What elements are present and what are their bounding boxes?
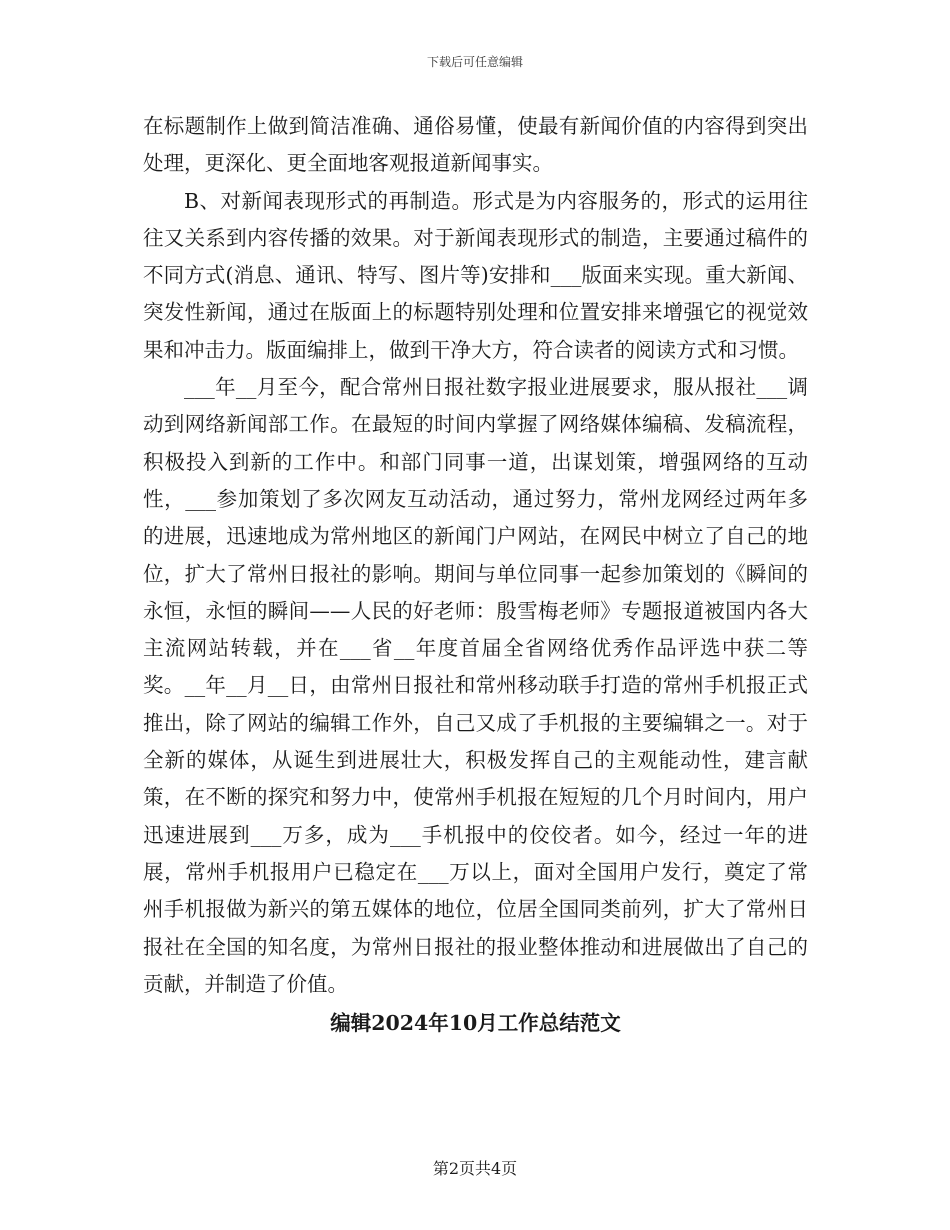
paragraph-format-redesign: B、对新闻表现形式的再制造。形式是为内容服务的，形式的运用往往又关系到内容传播的效果。对于新闻表现形式的制造，主要通过稿件的不同方式(消息、通讯、特写、图片等)安排和___版面来实现。重大新闻、突发性新闻，通过在版面上的标题特别处理和位置安排来增强它的视觉效果和冲击力。版面编排上，做到干净大方，符合读者的阅读方式和习惯。 — [143, 188, 808, 362]
page-footer: 第2页共4页 — [432, 1159, 518, 1178]
paragraph-network-news-work: ___年__月至今，配合常州日报社数字报业进展要求，服从报社___调动到网络新闻部工作。在最短的时间内掌握了网络媒体编稿、发稿流程，积极投入到新的工作中。和部门同事一道，出谋划策，增强网络的互动性，___参加策划了多次网友互动活动，通过努力，常州龙网经过两年多的进展，迅速地成为常州地区的新闻门户网站，在网民中树立了自己的地位，扩大了常州日报社的影响。期间与单位同事一起参加策划的《瞬间的永恒，永恒的瞬间——人民的好老师：殷雪梅老师》专题报道被国内各大主流网站转载，并在___省__年度首届全省网络优秀作品评选中获二等奖。__年__月__日，由常州日报社和常州移动联手打造的常州手机报正式推出，除了网站的编辑工作外，自己又成了手机报的主要编辑之一。对于全新的媒体，从诞生到进展壮大，积极发挥自己的主观能动性，建言献策，在不断的探究和努力中，使常州手机报在短短的几个月时间内，用户迅速进展到___万多，成为___手机报中的佼佼者。如今，经过一年的进展，常州手机报用户已稳定在___万以上，面对全国用户发行，奠定了常州手机报做为新兴的第五媒体的地位，位居全国同类前列，扩大了常州日报社在全国的知名度，为常州日报社的报业整体推动和进展做出了自己的贡献，并制造了价值。 — [143, 375, 808, 996]
document-body — [143, 108, 808, 1042]
page-header: 下载后可任意编辑 — [426, 55, 523, 69]
section-title: 编辑2024年10月工作总结范文 — [330, 1011, 621, 1036]
paragraph-headline-continuation: 在标题制作上做到简洁准确、通俗易懂，使最有新闻价值的内容得到突出处理，更深化、更全面地客观报道新闻事实。 — [143, 114, 808, 176]
